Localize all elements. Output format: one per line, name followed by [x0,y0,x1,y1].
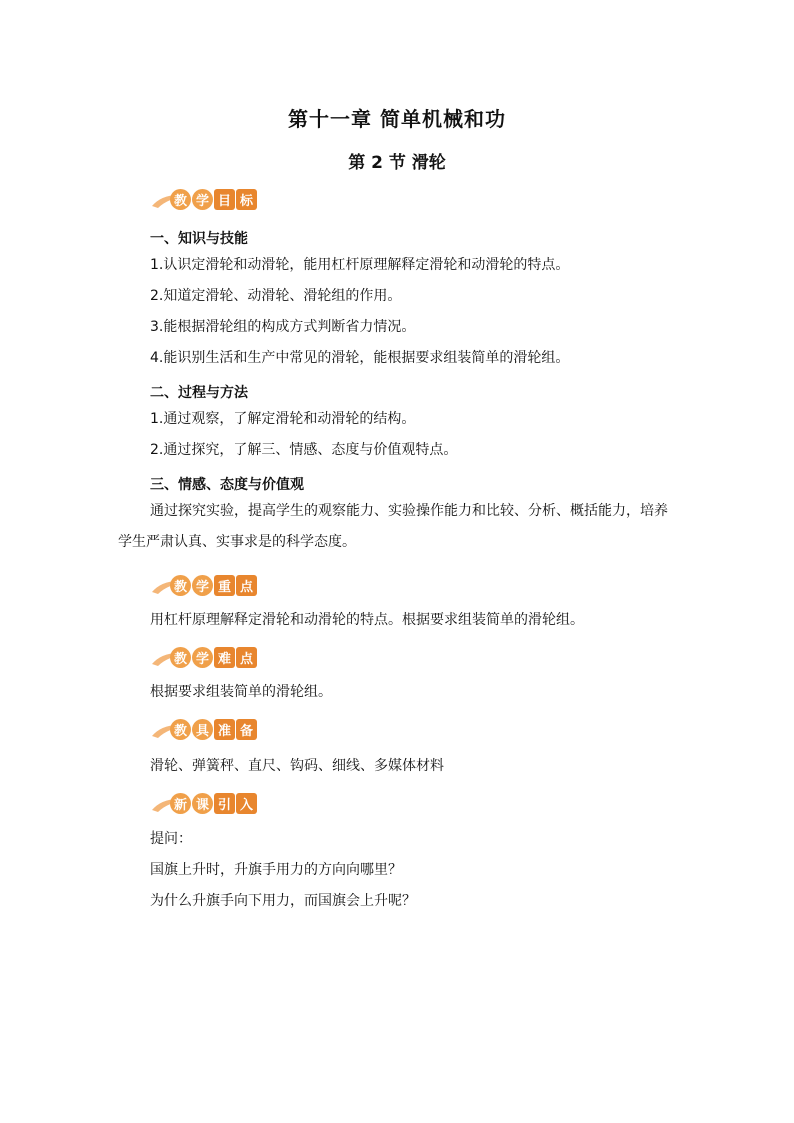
banner-char: 课 [192,793,213,814]
banner-char: 学 [192,189,213,210]
objective-item: 2.通过探究，了解三、情感、态度与价值观特点。 [150,442,458,458]
banner-char: 教 [170,189,191,210]
objective-item: 3.能根据滑轮组的构成方式判断省力情况。 [150,319,416,335]
heading-knowledge-skills: 一、知识与技能 [150,231,248,247]
banner-char: 标 [236,189,257,210]
objective-item: 1.认识定滑轮和动滑轮，能用杠杆原理解释定滑轮和动滑轮的特点。 [150,257,570,273]
heading-process-methods: 二、过程与方法 [150,385,248,401]
banner-char: 学 [192,575,213,596]
section-title: 第 2 节 滑轮 [348,153,446,173]
banner-char: 新 [170,793,191,814]
objective-item: 4.能识别生活和生产中常见的滑轮，能根据要求组装简单的滑轮组。 [150,350,570,366]
banner-materials [150,716,257,742]
banner-char: 入 [236,793,257,814]
banner-char: 重 [214,575,235,596]
banner-char: 备 [236,719,257,740]
heading-emotion-attitude: 三、情感、态度与价值观 [150,477,304,493]
banner-char: 教 [170,719,191,740]
banner-char: 教 [170,575,191,596]
banner-introduction [150,790,257,816]
banner-teaching-objectives [150,186,257,212]
intro-question: 为什么升旗手向下用力，而国旗会上升呢？ [150,893,416,909]
banner-char: 引 [214,793,235,814]
emotion-attitude-paragraph: 通过探究实验，提高学生的观察能力、实验操作能力和比较、分析、概括能力，培养学生严肃认真、实事求是的科学态度。 [118,503,668,550]
banner-char: 点 [236,647,257,668]
banner-char: 难 [214,647,235,668]
banner-char: 目 [214,189,235,210]
banner-char: 点 [236,575,257,596]
objective-item: 2.知道定滑轮、动滑轮、滑轮组的作用。 [150,288,402,304]
chapter-title: 第十一章 简单机械和功 [288,107,506,131]
banner-char: 学 [192,647,213,668]
banner-char: 教 [170,647,191,668]
banner-char: 准 [214,719,235,740]
difficulties-text: 根据要求组装简单的滑轮组。 [150,684,332,700]
banner-char: 具 [192,719,213,740]
banner-difficulties [150,644,257,670]
materials-text: 滑轮、弹簧秤、直尺、钩码、细线、多媒体材料 [150,758,444,774]
key-points-text: 用杠杆原理解释定滑轮和动滑轮的特点。根据要求组装简单的滑轮组。 [150,612,584,628]
intro-prompt: 提问： [150,831,192,847]
objective-item: 1.通过观察，了解定滑轮和动滑轮的结构。 [150,411,416,427]
banner-key-points [150,572,257,598]
intro-question: 国旗上升时，升旗手用力的方向向哪里？ [150,862,402,878]
